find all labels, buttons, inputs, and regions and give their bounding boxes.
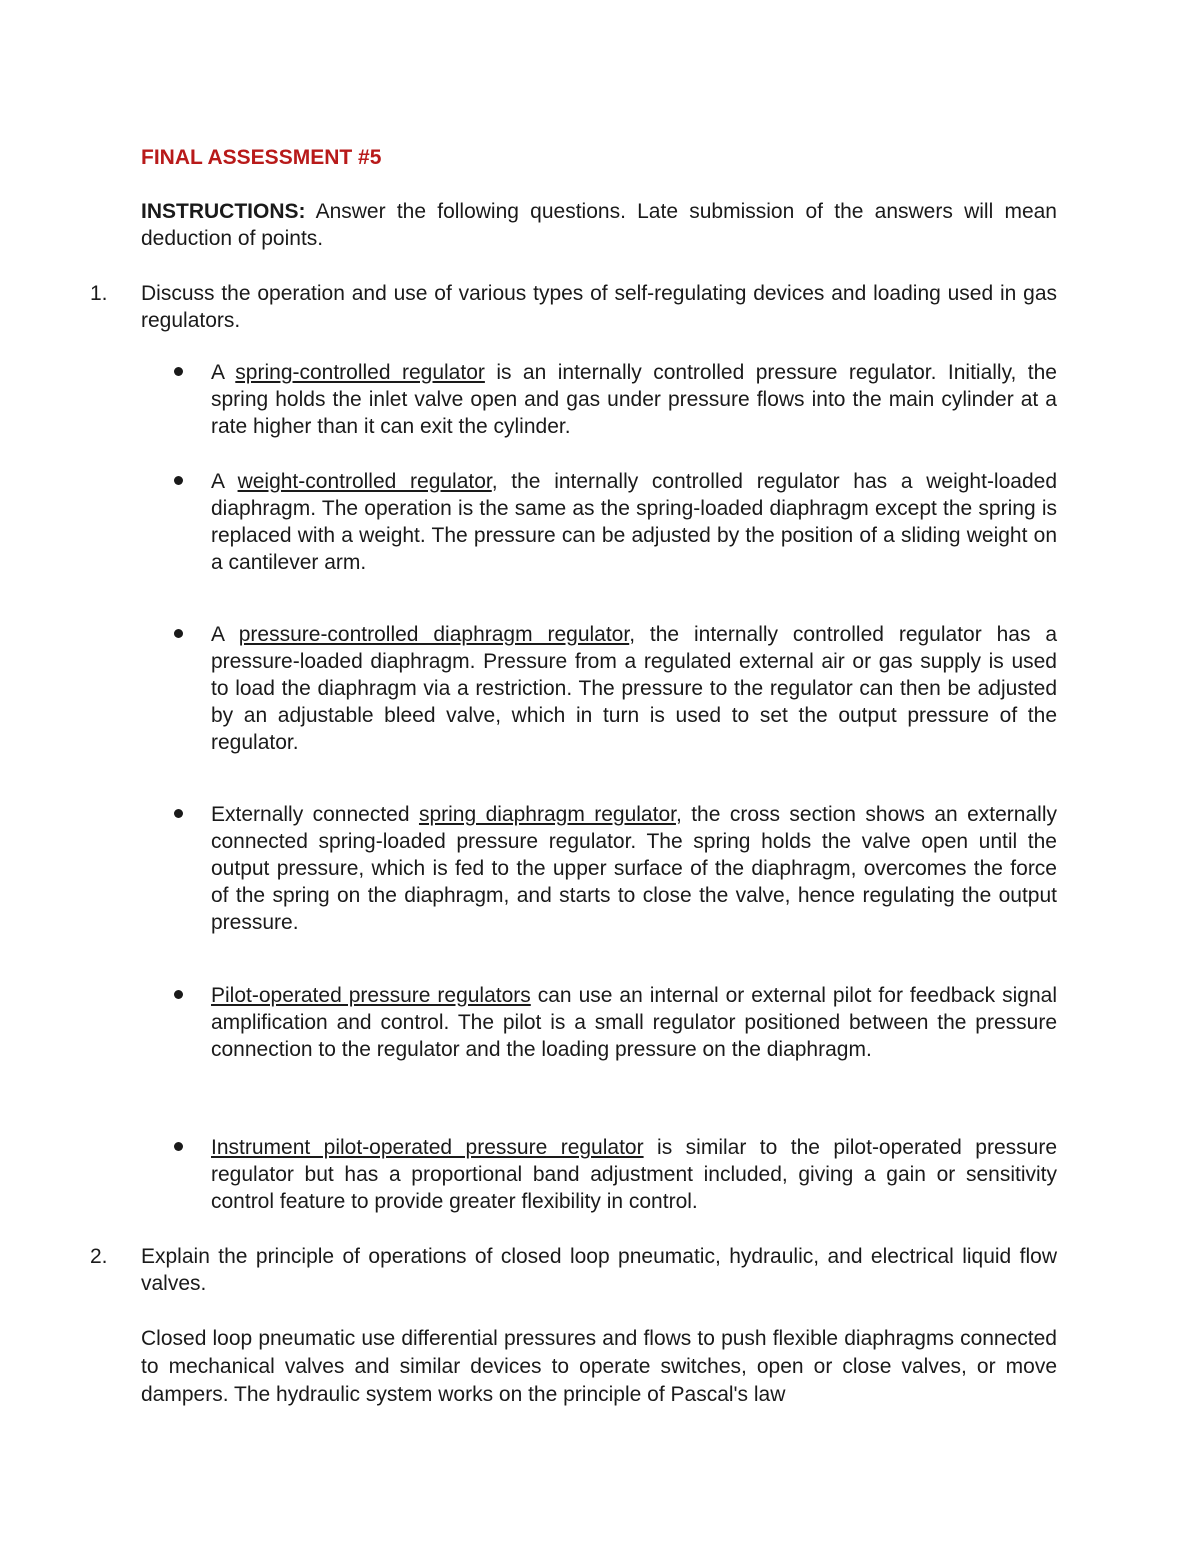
bullet-pre: A	[211, 361, 236, 384]
bullet-post: is an internally controlled pressure regulator. Initially, the spring holds the inlet valve open and gas under pressure flows into the main cylinder at a rate higher than it can exit the cylinder.	[211, 361, 1057, 438]
question-2-answer: Closed loop pneumatic use differential pressures and flows to push flexible diaphragms connected to mechanical valves and similar devices to operate switches, open or close valves, or move dampers. The hydraulic system works on the principle of Pascal's law	[141, 1327, 1057, 1406]
bullet-term: spring-controlled regulator	[235, 361, 485, 384]
bullet-pre: Externally connected	[211, 803, 419, 826]
bullet-icon	[174, 809, 183, 818]
bullet-icon	[174, 476, 183, 485]
bullet-icon	[174, 1142, 183, 1151]
instructions-label: INSTRUCTIONS:	[141, 200, 306, 223]
bullet-pre: A	[211, 623, 239, 646]
bullet-icon	[174, 990, 183, 999]
bullet-term: Pilot-operated pressure regulators	[211, 984, 531, 1007]
bullet-post: , the internally controlled regulator has a pressure-loaded diaphragm. Pressure from a regulated external air or gas supply is used to load the diaphragm via a restriction. The pressure to the regulator can then be adjusted by an adjustable bleed valve, which in turn is used to set the output pressure of the regulator.	[211, 623, 1058, 754]
question-1-text: Discuss the operation and use of various types of self-regulating devices and loading used in gas regulators.	[141, 282, 1057, 332]
bullet-icon	[174, 367, 183, 376]
bullet-pressure-controlled	[211, 621, 1057, 756]
instructions-text: Answer the following questions. Late submission of the answers will mean deduction of points.	[141, 200, 1057, 250]
instructions	[141, 198, 1057, 252]
document-title: FINAL ASSESSMENT #5	[141, 146, 382, 169]
bullet-instrument-pilot	[211, 1134, 1057, 1215]
bullet-spring-diaphragm	[211, 801, 1057, 936]
question-2-text: Explain the principle of operations of closed loop pneumatic, hydraulic, and electrical liquid flow valves.	[141, 1245, 1057, 1295]
bullet-post: , the internally controlled regulator has a weight-loaded diaphragm. The operation is the same as the spring-loaded diaphragm except the spring is replaced with a weight. The pressure can be adjusted by the position of a sliding weight on a cantilever arm.	[211, 470, 1057, 574]
bullet-icon	[174, 629, 183, 638]
bullet-term: weight-controlled regulator	[237, 470, 492, 493]
question-2-number: 2.	[90, 1245, 108, 1268]
bullet-term: spring diaphragm regulator	[418, 803, 676, 826]
bullet-pre: A	[211, 470, 238, 493]
bullet-post: can use an internal or external pilot for feedback signal amplification and control. The pilot is a small regulator positioned between the pressure connection to the regulator and the loading pressure on the diaphragm.	[211, 984, 1057, 1061]
question-1-number: 1.	[90, 282, 108, 305]
bullet-spring-controlled	[211, 359, 1057, 440]
bullet-post: is similar to the pilot-operated pressure regulator but has a proportional band adjustment included, giving a gain or sensitivity control feature to provide greater flexibility in control.	[211, 1136, 1057, 1213]
bullet-term: pressure-controlled diaphragm regulator	[238, 623, 630, 646]
bullet-post: , the cross section shows an externally connected spring-loaded pressure regulator. The spring holds the valve open until the output pressure, which is fed to the upper surface of the diaphragm, overcomes the force of the spring on the diaphragm, and starts to close the valve, hence regulating the output pressure.	[211, 803, 1057, 934]
bullet-pilot-operated	[211, 982, 1057, 1063]
bullet-term: Instrument pilot-operated pressure regulator	[211, 1136, 644, 1159]
bullet-weight-controlled	[211, 468, 1057, 576]
